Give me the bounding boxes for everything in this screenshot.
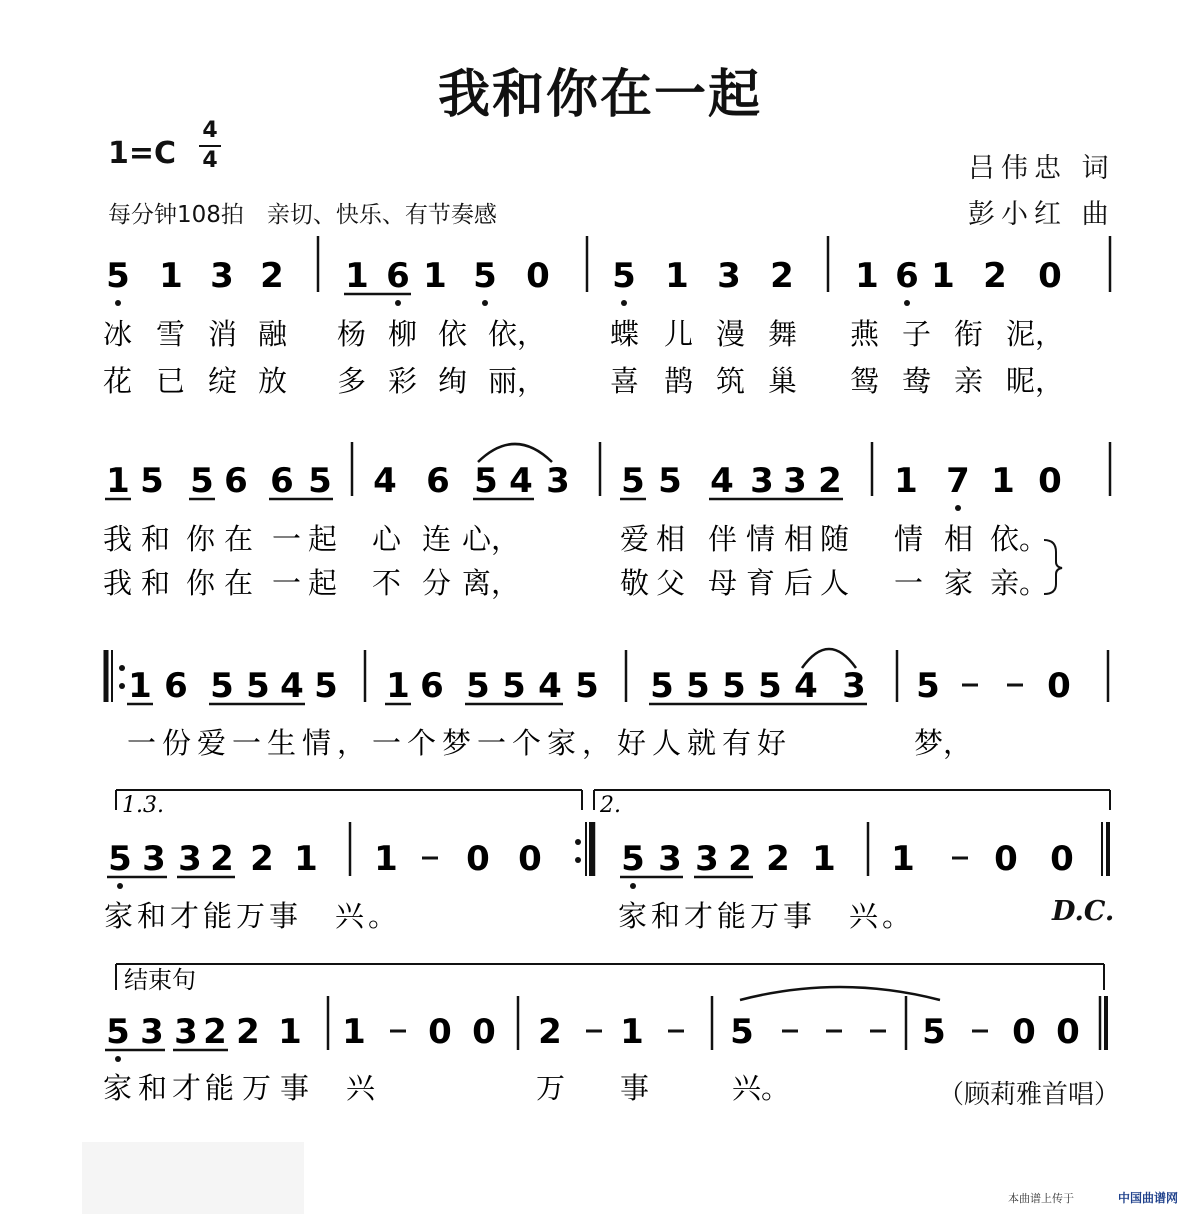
note-5: 5	[474, 461, 498, 501]
lyric-line-2: 你	[186, 566, 216, 600]
lyric-line-1: 柳	[388, 317, 418, 351]
lyric-line-2: 育	[746, 566, 776, 600]
note-2: 2	[538, 1012, 562, 1052]
lyric-line-1: 冰	[103, 317, 133, 351]
note-1: 1	[278, 1012, 302, 1052]
lyric-line-1: 消	[208, 317, 238, 351]
lyric-line-1: 爱	[620, 522, 650, 556]
note-5: 5	[466, 666, 490, 706]
note-1: 1	[294, 839, 318, 879]
note-6: 6	[426, 461, 450, 501]
time-signature-top: 4	[202, 118, 218, 143]
note-2: 2	[766, 839, 790, 879]
footer-site-logo: 中国曲谱网	[1118, 1191, 1179, 1205]
lyric-line-1: 相	[944, 522, 974, 556]
note-1: 1	[386, 666, 410, 706]
lyric-line-1: 我	[103, 522, 133, 556]
lyric-line-1: 连	[422, 522, 452, 556]
key-signature: 1=C	[108, 136, 177, 171]
note-5: 5	[314, 666, 338, 706]
note-0: 0	[466, 839, 490, 879]
lyric-line-2: 喜	[610, 364, 640, 398]
lyric-line-2: 多	[337, 364, 367, 398]
lyric-line-2: 后	[784, 566, 814, 600]
note-2: 2	[770, 256, 794, 296]
note-3: 3	[174, 1012, 198, 1052]
note-3: 3	[842, 666, 866, 706]
note-4: 4	[509, 461, 533, 501]
note-2: 2	[236, 1012, 260, 1052]
note-1: 1	[342, 1012, 366, 1052]
lyric-ending-final: 能	[205, 1071, 235, 1105]
note-1: 1	[931, 256, 955, 296]
lyric-ending-1: 家和才能万事 兴。	[104, 899, 402, 933]
lyric-line-2: 鹊	[664, 364, 694, 398]
note-4: 4	[280, 666, 304, 706]
footer-text: 本曲谱上传于	[1008, 1192, 1074, 1205]
octave-dot-low	[621, 300, 627, 306]
lyric-line-1: 儿	[664, 317, 694, 351]
note-3: 3	[546, 461, 570, 501]
note-5: 5	[621, 839, 645, 879]
lyric-line-2: 分	[422, 566, 452, 600]
lyric-line-1: 心，	[462, 522, 521, 556]
note-6: 6	[270, 461, 294, 501]
note-5: 5	[106, 1012, 130, 1052]
note-0: 0	[526, 256, 550, 296]
note-2: 2	[818, 461, 842, 501]
note-2: 2	[250, 839, 274, 879]
note-0: 0	[1047, 666, 1071, 706]
octave-dot-low	[395, 300, 401, 306]
octave-dot-low	[904, 300, 910, 306]
note-0: 0	[994, 839, 1018, 879]
lyric-ending-final: 事	[280, 1071, 310, 1105]
note-1: 1	[665, 256, 689, 296]
note-5: 5	[473, 256, 497, 296]
note-3: 3	[210, 256, 234, 296]
lyric-line-2: 离，	[462, 566, 521, 600]
note-0: 0	[428, 1012, 452, 1052]
repeat-dot	[575, 857, 581, 863]
tempo-mood: 每分钟108拍 亲切、快乐、有节奏感	[108, 202, 497, 228]
note-5: 5	[502, 666, 526, 706]
note-5: 5	[190, 461, 214, 501]
note-3: 3	[750, 461, 774, 501]
note-4: 4	[794, 666, 818, 706]
note-5: 5	[210, 666, 234, 706]
note-5: 5	[686, 666, 710, 706]
octave-dot-low	[482, 300, 488, 306]
lyric-line-2: 家	[944, 566, 974, 600]
composer: 彭小红 曲	[968, 199, 1115, 230]
lyric-line-2: 筑	[716, 364, 746, 398]
repeat-dot	[119, 683, 125, 689]
lyric-line-2: 彩	[388, 364, 418, 398]
lyric-line-1: 相	[784, 522, 814, 556]
note-1: 1	[423, 256, 447, 296]
song-title: 我和你在一起	[437, 64, 762, 125]
note-5: 5	[658, 461, 682, 501]
lyric-line-1: 依	[438, 317, 468, 351]
lyric-line-chorus: 一份爱一生情，一个梦一个家，好人就有好	[127, 726, 793, 760]
note-1: 1	[991, 461, 1015, 501]
note-5: 5	[730, 1012, 754, 1052]
lyric-ending-final: 万	[536, 1071, 566, 1105]
lyric-line-1: 融	[258, 317, 288, 351]
note-6: 6	[386, 256, 410, 296]
lyric-ending-final: 兴。	[732, 1071, 791, 1105]
lyric-line-1: 泥，	[1006, 317, 1065, 351]
lyric-line-1: 依。	[990, 522, 1049, 556]
note-4: 4	[373, 461, 397, 501]
lyric-line-1: 一	[272, 522, 302, 556]
note-2: 2	[210, 839, 234, 879]
note-1: 1	[894, 461, 918, 501]
lyric-ending-final: 才	[172, 1071, 202, 1105]
lyric-line-1: 衔	[954, 317, 984, 351]
note-1: 1	[891, 839, 915, 879]
lyric-line-1: 杨	[337, 317, 367, 351]
note-6: 6	[224, 461, 248, 501]
note-5: 5	[575, 666, 599, 706]
note-2: 2	[983, 256, 1007, 296]
octave-dot-low	[117, 883, 123, 889]
note-5: 5	[650, 666, 674, 706]
note-6: 6	[164, 666, 188, 706]
note-0: 0	[1038, 256, 1062, 296]
lyric-ending-final: 家	[103, 1071, 133, 1105]
note-1: 1	[128, 666, 152, 706]
note-3: 3	[140, 1012, 164, 1052]
note-5: 5	[916, 666, 940, 706]
note-1: 1	[106, 461, 130, 501]
note-3: 3	[142, 839, 166, 879]
lyric-line-2: 巢	[768, 364, 798, 398]
da-capo-marking: D.C.	[1052, 896, 1115, 927]
note-0: 0	[1056, 1012, 1080, 1052]
lyric-line-1: 情	[746, 522, 776, 556]
lyric-line-2: 母	[708, 566, 738, 600]
lyric-line-1: 心	[372, 522, 402, 556]
lyric-ending-final: 兴	[346, 1071, 376, 1105]
note-0: 0	[1012, 1012, 1036, 1052]
lyric-line-1: 伴	[708, 522, 738, 556]
lyric-line-2: 我	[103, 566, 133, 600]
note-6: 6	[895, 256, 919, 296]
lyric-line-1: 舞	[768, 317, 798, 351]
scan-blank-area	[82, 1142, 304, 1214]
note-1: 1	[345, 256, 369, 296]
note-5: 5	[722, 666, 746, 706]
lyric-line-1: 依，	[488, 317, 547, 351]
lyric-line-2: 一	[272, 566, 302, 600]
lyric-line-2: 父	[656, 566, 686, 600]
lyric-line-2: 敬	[620, 566, 650, 600]
lyric-line-chorus-end: 梦，	[914, 726, 973, 760]
note-5: 5	[106, 256, 130, 296]
note-5: 5	[621, 461, 645, 501]
lyric-line-1: 雪	[156, 317, 186, 351]
note-5: 5	[308, 461, 332, 501]
octave-dot-low	[115, 1056, 121, 1062]
note-2: 2	[260, 256, 284, 296]
singer-credit: （顾莉雅首唱）	[938, 1080, 1121, 1110]
note-5: 5	[612, 256, 636, 296]
note-1: 1	[855, 256, 879, 296]
note-2: 2	[728, 839, 752, 879]
note-6: 6	[420, 666, 444, 706]
lyric-line-2: 放	[258, 364, 288, 398]
lyric-line-1: 子	[902, 317, 932, 351]
lyric-line-2: 亲。	[990, 566, 1049, 600]
volta-2-label: 2.	[600, 793, 621, 818]
lyric-line-1: 随	[820, 522, 850, 556]
note-1: 1	[159, 256, 183, 296]
octave-dot-low	[630, 883, 636, 889]
lyric-line-1: 相	[656, 522, 686, 556]
note-1: 1	[812, 839, 836, 879]
note-0: 0	[1050, 839, 1074, 879]
lyric-line-2: 丽，	[488, 364, 547, 398]
lyric-ending-2: 家和才能万事 兴。	[618, 899, 916, 933]
slur-arc	[740, 987, 940, 1000]
lyric-line-2: 亲	[954, 364, 984, 398]
note-5: 5	[922, 1012, 946, 1052]
lyric-line-2: 绽	[208, 364, 238, 398]
lyric-line-1: 和	[141, 522, 171, 556]
lyric-line-2: 已	[156, 364, 186, 398]
lyric-line-2: 绚	[438, 364, 468, 398]
note-3: 3	[178, 839, 202, 879]
repeat-dot	[119, 665, 125, 671]
lyric-line-2: 人	[820, 566, 850, 600]
note-0: 0	[472, 1012, 496, 1052]
lyric-line-1: 你	[186, 522, 216, 556]
lyric-line-2: 在	[224, 566, 254, 600]
lyric-ending-final: 和	[138, 1071, 168, 1105]
note-3: 3	[717, 256, 741, 296]
note-0: 0	[1038, 461, 1062, 501]
note-5: 5	[246, 666, 270, 706]
lyric-ending-final: 万	[242, 1071, 272, 1105]
lyric-line-2: 鸳	[850, 364, 880, 398]
lyric-line-1: 蝶	[610, 317, 640, 351]
lyric-line-2: 昵，	[1006, 364, 1065, 398]
note-4: 4	[538, 666, 562, 706]
note-3: 3	[695, 839, 719, 879]
lyric-ending-final: 事	[620, 1071, 650, 1105]
note-4: 4	[710, 461, 734, 501]
note-0: 0	[518, 839, 542, 879]
lyric-line-2: 和	[141, 566, 171, 600]
lyric-line-2: 花	[103, 364, 133, 398]
lyric-line-1: 在	[224, 522, 254, 556]
note-5: 5	[108, 839, 132, 879]
octave-dot-low	[955, 505, 961, 511]
lyricist: 吕伟忠 词	[968, 153, 1115, 184]
note-1: 1	[620, 1012, 644, 1052]
note-2: 2	[203, 1012, 227, 1052]
lyric-line-1: 漫	[716, 317, 746, 351]
note-7: 7	[946, 461, 970, 501]
lyric-line-1: 燕	[850, 317, 880, 351]
slur-arc	[478, 444, 552, 462]
note-5: 5	[758, 666, 782, 706]
note-1: 1	[374, 839, 398, 879]
lyric-line-2: 不	[372, 566, 402, 600]
repeat-dot	[575, 839, 581, 845]
octave-dot-low	[115, 300, 121, 306]
note-5: 5	[140, 461, 164, 501]
lyric-line-1: 情	[894, 522, 924, 556]
lyric-line-2: 起	[308, 566, 338, 600]
note-3: 3	[783, 461, 807, 501]
volta-1-label: 1.3.	[122, 793, 164, 818]
lyric-line-2: 一	[894, 566, 924, 600]
lyric-line-1: 起	[308, 522, 338, 556]
time-signature-bottom: 4	[202, 148, 218, 173]
ending-label: 结束句	[124, 966, 196, 994]
lyric-line-2: 鸯	[902, 364, 932, 398]
note-3: 3	[658, 839, 682, 879]
